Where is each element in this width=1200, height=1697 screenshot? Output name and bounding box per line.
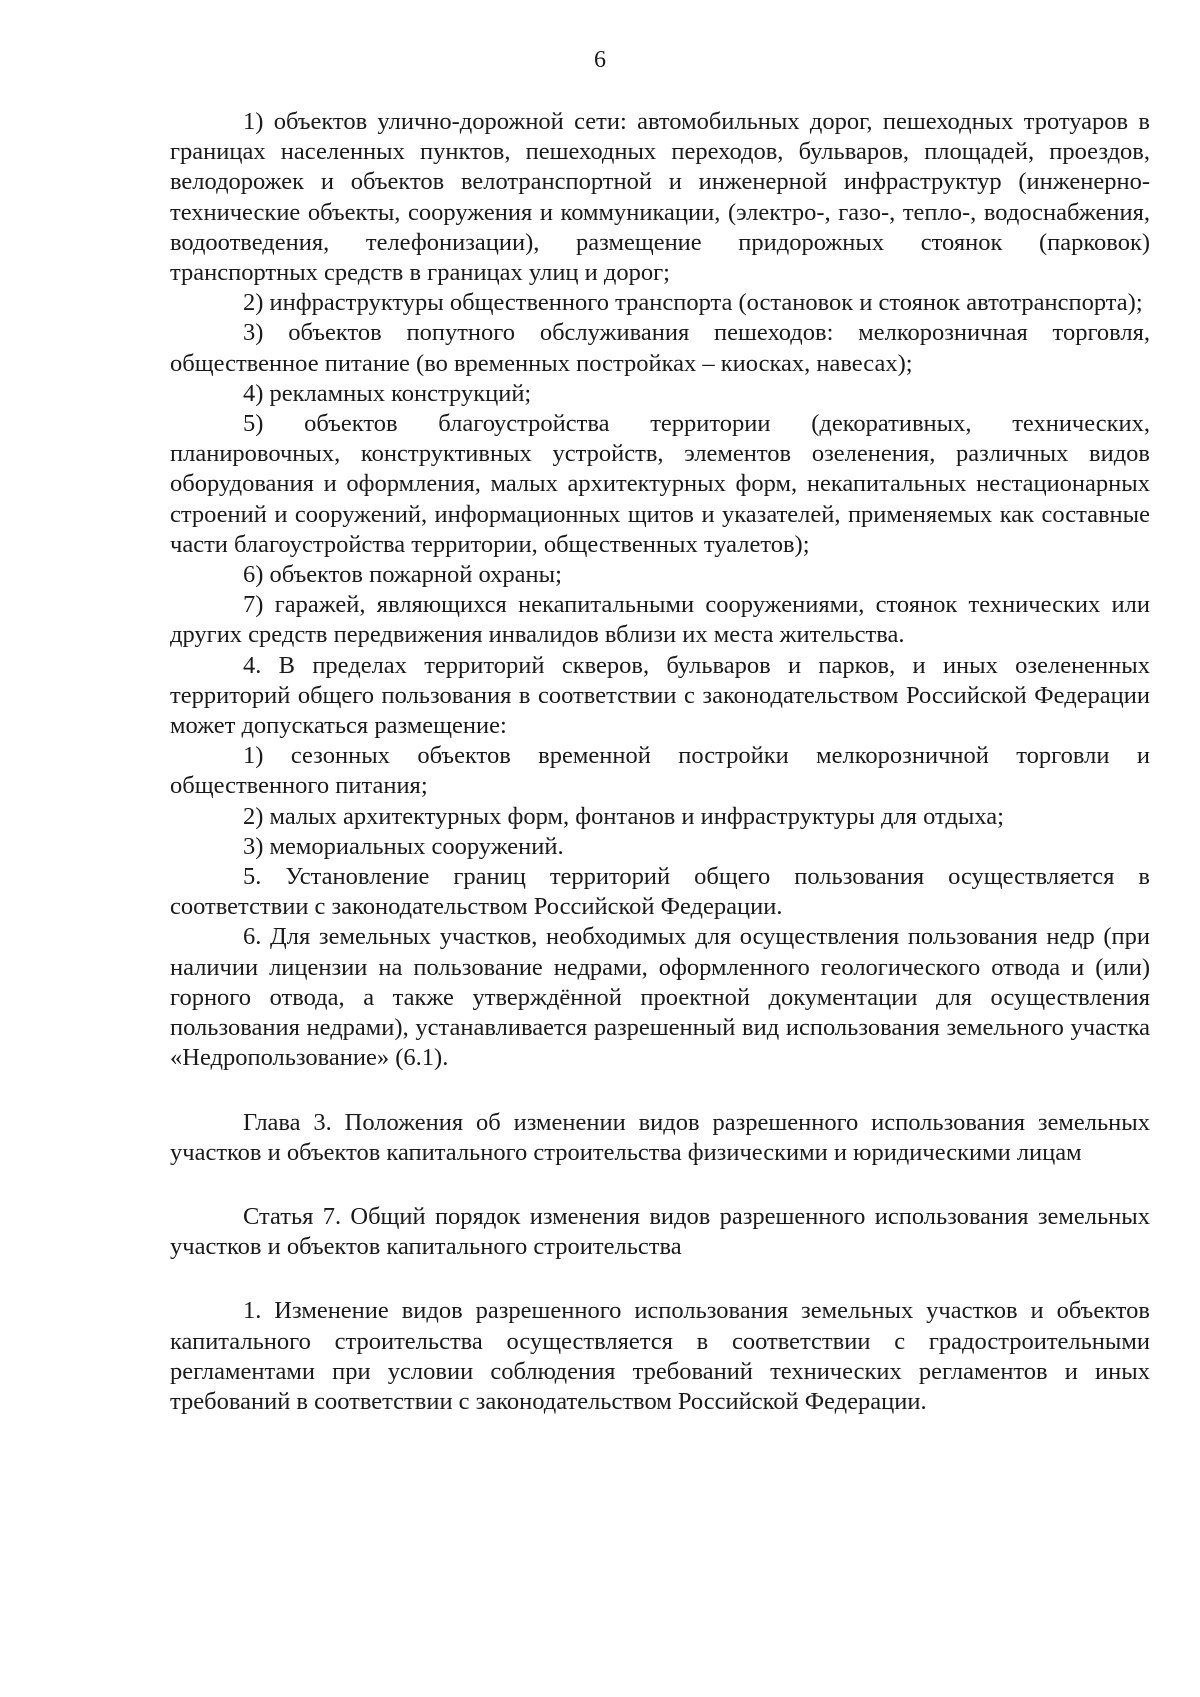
list-item: 6) объектов пожарной охраны; [243, 561, 562, 589]
numbered-paragraph: 5. Установление границ территорий общего пользования осуществляется в соответствии с законодательством Российской Федерации. [170, 863, 1150, 921]
list-item: 2) инфраструктуры общественного транспорта (остановок и стоянок автотранспорта); [243, 289, 1143, 317]
article-heading: Статья 7. Общий порядок изменения видов разрешенного использования земельных участков и объектов капитального строительства [170, 1202, 1150, 1261]
chapter-heading: Глава 3. Положения об изменении видов разрешенного использования земельных участков и объектов капитального строительства физическими и юридическими лицам [170, 1108, 1150, 1166]
list-item: 7) гаражей, являющихся некапитальными сооружениями, стоянок технических или других средств передвижения инвалидов вблизи их места жительства. [170, 591, 1150, 649]
numbered-paragraph: 6. Для земельных участков, необходимых для осуществления пользования недр (при наличии лицензии на пользование недрами, оформленного геологического отвода и (или) горного отвода, а также утверждённой проектной документации для осуществления пользования недрами), устанавливается разрешенный вид использования земельного участка «Недропользование» (6.1). [170, 923, 1150, 1072]
list-item: 3) объектов попутного обслуживания пешеходов: мелкорозничная торговля, общественное питание (во временных постройках – киосках, навесах); [170, 319, 1150, 377]
list-item: 3) мемориальных сооружений. [243, 832, 564, 860]
list-item: 1) объектов улично-дорожной сети: автомобильных дорог, пешеходных тротуаров в границах населенных пунктов, пешеходных переходов, бульваров, площадей, проездов, велодорожек и объектов велотранспортной и инженерной инфраструктур (инженерно-технические объекты, сооружения и коммуникации, (электро-, газо-, тепло-, водоснабжения, водоотведения, телефонизации), размещение придорожных стоянок (парковок) транспортных средств в границах улиц и дорог; [170, 108, 1150, 287]
list-item: 4) рекламных конструкций; [243, 379, 532, 407]
list-item: 2) малых архитектурных форм, фонтанов и инфраструктуры для отдыха; [243, 802, 1004, 830]
numbered-paragraph: 4. В пределах территорий скверов, бульваров и парков, и иных озелененных территорий общего пользования в соответствии с законодательством Российской Федерации может допускаться размещение: [170, 651, 1150, 740]
list-item: 5) объектов благоустройства территории (декоративных, технических, планировочных, конструктивных устройств, элементов озеленения, различных видов оборудования и оформления, малых архитектурных форм, некапитальных нестационарных строений и сооружений, информационных щитов и указателей, применяемых как составные части благоустройства территории, общественных туалетов); [170, 410, 1150, 558]
document-body [170, 107, 1150, 1417]
list-item: 1) сезонных объектов временной постройки мелкорозничной торговли и общественного питания; [170, 742, 1150, 800]
page-number: 6 [594, 47, 606, 73]
article-paragraph: 1. Изменение видов разрешенного использования земельных участков и объектов капитального строительства осуществляется в соответствии с градостроительными регламентами при условии соблюдения требований технических регламентов и иных требований в соответствии с законодательством Российской Федерации. [170, 1297, 1150, 1415]
